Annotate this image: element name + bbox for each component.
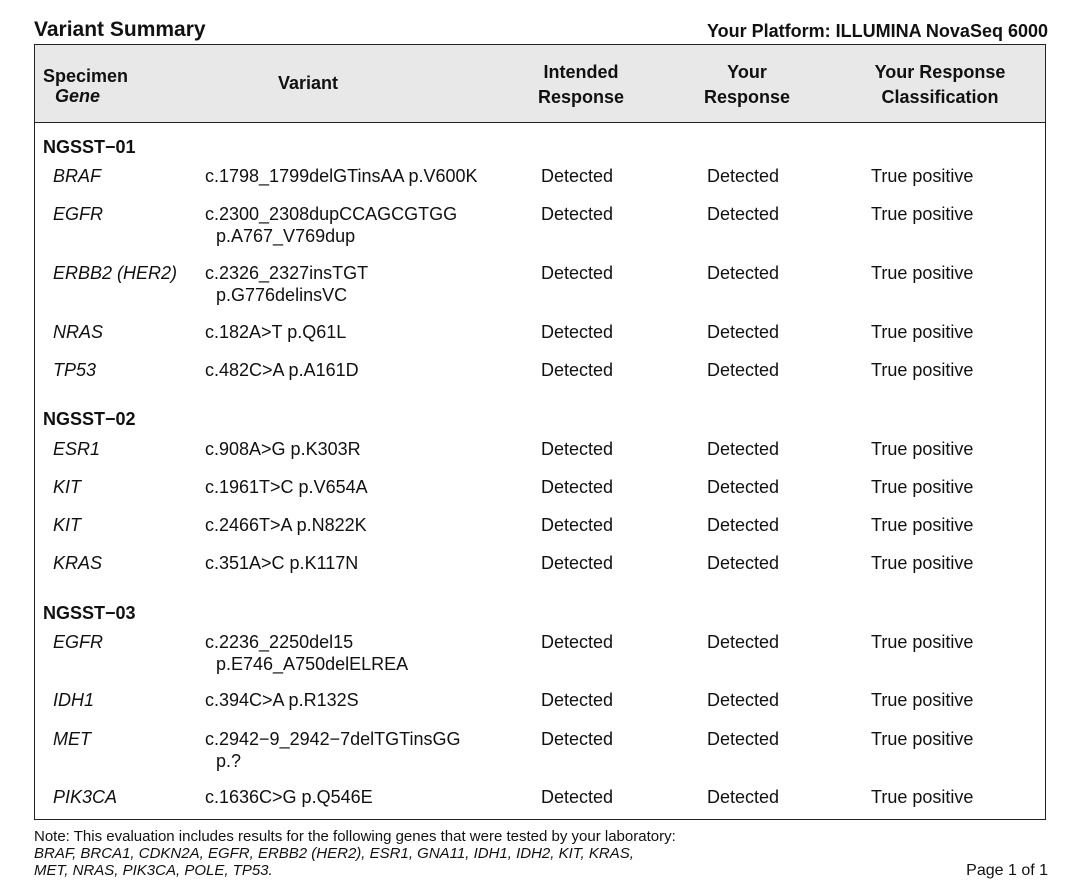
gene-cell: KRAS xyxy=(53,553,103,573)
classification-cell: True positive xyxy=(871,166,974,186)
specimen-label: NGSST−01 xyxy=(43,137,136,157)
platform-label: Your Platform: ILLUMINA NovaSeq 6000 xyxy=(706,21,1048,41)
your-response-cell: Detected xyxy=(707,787,780,807)
header-specimen-gene xyxy=(43,64,128,109)
header-classification xyxy=(855,60,1025,110)
variant-cell xyxy=(205,262,368,306)
intended-response-cell: Detected xyxy=(541,439,614,459)
variant-cell xyxy=(205,321,346,343)
variant-text: c.394C>A p.R132S xyxy=(205,690,359,710)
footnote-genes-line2: MET, NRAS, PIK3CA, POLE, TP53. xyxy=(34,862,273,879)
variant-cell xyxy=(205,514,367,536)
variant-text: c.482C>A p.A161D xyxy=(205,360,359,380)
your-response-cell: Detected xyxy=(707,360,780,380)
header-intended-response xyxy=(521,60,641,110)
classification-cell: True positive xyxy=(871,632,974,652)
variant-protein-text: p.E746_A750delELREA xyxy=(216,654,409,674)
footnote-genes-line1: BRAF, BRCA1, CDKN2A, EGFR, ERBB2 (HER2), ESR1, GNA11, IDH1, IDH2, KIT, KRAS, xyxy=(34,845,634,862)
variant-text: c.2236_2250del15 xyxy=(205,632,354,652)
classification-cell: True positive xyxy=(871,360,974,380)
intended-response-cell: Detected xyxy=(541,632,614,652)
header-gene: Gene xyxy=(55,86,101,106)
variant-cell xyxy=(205,359,359,381)
variant-protein-text: p.A767_V769dup xyxy=(216,226,356,246)
gene-cell: ESR1 xyxy=(53,439,101,459)
intended-response-cell: Detected xyxy=(541,204,614,224)
footnote xyxy=(34,828,676,879)
your-response-cell: Detected xyxy=(707,729,780,749)
gene-cell: EGFR xyxy=(53,204,104,224)
variant-protein-text: p.? xyxy=(216,751,242,771)
header-class-line2: Classification xyxy=(881,87,999,107)
variant-table xyxy=(34,44,1046,820)
variant-text: c.2326_2327insTGT xyxy=(205,263,369,283)
header-intended-line2: Response xyxy=(537,87,625,107)
classification-cell: True positive xyxy=(871,322,974,342)
variant-cell xyxy=(205,689,359,711)
variant-text: c.908A>G p.K303R xyxy=(205,439,361,459)
intended-response-cell: Detected xyxy=(541,553,614,573)
variant-cell xyxy=(205,728,461,772)
your-response-cell: Detected xyxy=(707,166,780,186)
header-your-response xyxy=(687,60,807,110)
specimen-label: NGSST−02 xyxy=(43,409,136,429)
variant-protein-text: p.G776delinsVC xyxy=(216,285,348,305)
your-response-cell: Detected xyxy=(707,263,780,283)
gene-cell: TP53 xyxy=(53,360,97,380)
classification-cell: True positive xyxy=(871,787,974,807)
your-response-cell: Detected xyxy=(707,690,780,710)
gene-cell: MET xyxy=(53,729,91,749)
header-your-line2: Response xyxy=(703,87,791,107)
page-number: Page 1 of 1 xyxy=(966,862,1048,879)
classification-cell: True positive xyxy=(871,263,974,283)
gene-cell: EGFR xyxy=(53,632,104,652)
gene-cell: IDH1 xyxy=(53,690,95,710)
your-response-cell: Detected xyxy=(707,439,780,459)
variant-text: c.182A>T p.Q61L xyxy=(205,322,347,342)
variant-text: c.1961T>C p.V654A xyxy=(205,477,368,497)
variant-cell xyxy=(205,631,408,675)
your-response-cell: Detected xyxy=(707,515,780,535)
gene-cell: NRAS xyxy=(53,322,104,342)
classification-cell: True positive xyxy=(871,690,974,710)
header-specimen: Specimen xyxy=(43,66,129,86)
intended-response-cell: Detected xyxy=(541,787,614,807)
gene-cell: BRAF xyxy=(53,166,102,186)
your-response-cell: Detected xyxy=(707,477,780,497)
intended-response-cell: Detected xyxy=(541,263,614,283)
classification-cell: True positive xyxy=(871,204,974,224)
variant-cell xyxy=(205,552,358,574)
gene-cell: ERBB2 (HER2) xyxy=(53,263,178,283)
your-response-cell: Detected xyxy=(707,204,780,224)
intended-response-cell: Detected xyxy=(541,515,614,535)
header-class-line1: Your Response xyxy=(874,62,1006,82)
intended-response-cell: Detected xyxy=(541,729,614,749)
report-title: Variant Summary xyxy=(34,18,206,41)
classification-cell: True positive xyxy=(871,477,974,497)
classification-cell: True positive xyxy=(871,515,974,535)
header-your-line1: Your xyxy=(727,62,767,82)
variant-text: c.2300_2308dupCCAGCGTGG xyxy=(205,204,458,224)
classification-cell: True positive xyxy=(871,439,974,459)
variant-cell xyxy=(205,786,373,808)
gene-cell: KIT xyxy=(53,477,82,497)
footnote-intro: Note: This evaluation includes results for the following genes that were tested by your laboratory: xyxy=(34,828,676,845)
intended-response-cell: Detected xyxy=(541,360,614,380)
header-variant: Variant xyxy=(278,73,339,93)
variant-text: c.1798_1799delGTinsAA p.V600K xyxy=(205,166,478,186)
your-response-cell: Detected xyxy=(707,553,780,573)
variant-cell xyxy=(205,476,368,498)
variant-cell xyxy=(205,438,361,460)
intended-response-cell: Detected xyxy=(541,477,614,497)
intended-response-cell: Detected xyxy=(541,166,614,186)
gene-cell: PIK3CA xyxy=(53,787,118,807)
intended-response-cell: Detected xyxy=(541,690,614,710)
variant-text: c.2466T>A p.N822K xyxy=(205,515,367,535)
variant-cell xyxy=(205,203,457,247)
intended-response-cell: Detected xyxy=(541,322,614,342)
variant-text: c.351A>C p.K117N xyxy=(205,553,359,573)
classification-cell: True positive xyxy=(871,729,974,749)
variant-text: c.1636C>G p.Q546E xyxy=(205,787,373,807)
specimen-label: NGSST−03 xyxy=(43,603,136,623)
classification-cell: True positive xyxy=(871,553,974,573)
your-response-cell: Detected xyxy=(707,632,780,652)
gene-cell: KIT xyxy=(53,515,82,535)
variant-cell xyxy=(205,165,478,187)
your-response-cell: Detected xyxy=(707,322,780,342)
variant-text: c.2942−9_2942−7delTGTinsGG xyxy=(205,729,461,749)
header-intended-line1: Intended xyxy=(543,62,619,82)
table-header xyxy=(35,45,1045,123)
